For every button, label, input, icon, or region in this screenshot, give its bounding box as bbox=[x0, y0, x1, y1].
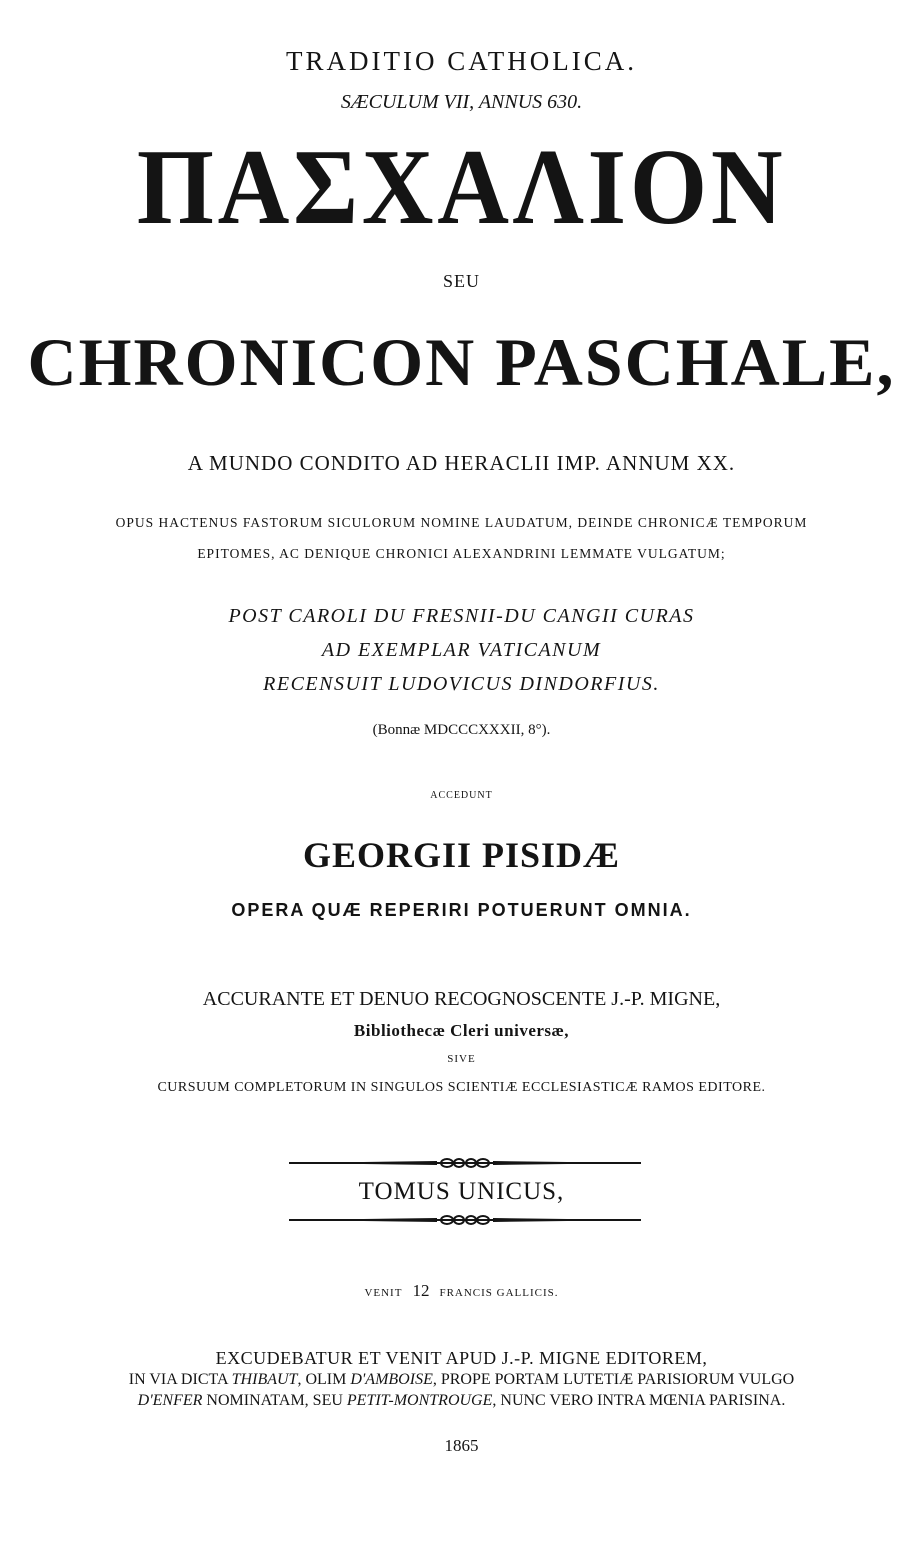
imprint-line-1: EXCUDEBATUR ET VENIT APUD J.-P. MIGNE EDITOREM, bbox=[215, 1348, 708, 1368]
price-pre: VENIT bbox=[364, 1287, 403, 1299]
subtitle: A MUNDO CONDITO AD HERACLII IMP. ANNUM XX. bbox=[187, 451, 736, 475]
latin-title: CHRONICON PASCHALE, bbox=[27, 324, 896, 400]
cursuum-line: CURSUUM COMPLETORUM IN SINGULOS SCIENTIÆ ECCLESIASTICÆ RAMOS EDITORE. bbox=[157, 1080, 766, 1095]
ornamental-rule-top bbox=[287, 1155, 643, 1171]
author-name: GEORGII PISIDÆ bbox=[302, 835, 621, 875]
imprint-thibaut: THIBAUT bbox=[231, 1371, 298, 1388]
series-title: TRADITIO CATHOLICA. bbox=[286, 46, 637, 76]
post-line-1: POST CAROLI DU FRESNII-DU CANGII CURAS bbox=[228, 605, 695, 627]
price-line bbox=[0, 1281, 923, 1301]
imprint-l2a: IN VIA DICTA bbox=[128, 1371, 232, 1388]
seu-word: SEU bbox=[442, 271, 480, 291]
year: 1865 bbox=[444, 1436, 479, 1455]
post-line-2: AD EXEMPLAR VATICANUM bbox=[321, 639, 602, 661]
bonnae-line: (Bonnæ MDCCCXXXII, 8°). bbox=[372, 722, 551, 738]
ornamental-rule-bottom bbox=[287, 1212, 643, 1228]
price-number: 12 bbox=[412, 1281, 430, 1300]
opus-line-1: OPUS HACTENUS FASTORUM SICULORUM NOMINE LAUDATUM, DEINDE CHRONICÆ TEMPORUM bbox=[115, 515, 808, 530]
imprint-amboise: D'AMBOISE bbox=[350, 1371, 433, 1388]
imprint-line-2 bbox=[0, 1371, 923, 1389]
price-post: FRANCIS GALLICIS. bbox=[439, 1287, 559, 1299]
imprint-l2e: , PROPE PORTAM LUTETIÆ PARISIORUM VULGO bbox=[432, 1371, 795, 1388]
greek-title: ΠΑΣΧΑΛΙΟΝ bbox=[136, 128, 787, 247]
imprint-enfer: D'ENFER bbox=[137, 1392, 203, 1409]
opus-line-2: EPITOMES, AC DENIQUE CHRONICI ALEXANDRINI LEMMATE VULGATUM; bbox=[197, 546, 726, 561]
bibliotheca-line: Bibliothecæ Cleri universæ, bbox=[353, 1021, 570, 1040]
opera-line: OPERA QUÆ REPERIRI POTUERUNT OMNIA. bbox=[231, 900, 692, 920]
tomus-line: TOMUS UNICUS, bbox=[358, 1178, 565, 1205]
imprint-l2c: , OLIM bbox=[297, 1371, 351, 1388]
imprint-l3b: NOMINATAM, SEU bbox=[202, 1392, 347, 1409]
era-line: SÆCULUM VII, ANNUS 630. bbox=[340, 91, 583, 113]
accurante-line: ACCURANTE ET DENUO RECOGNOSCENTE J.-P. MIGNE, bbox=[202, 988, 721, 1010]
post-line-3: RECENSUIT LUDOVICUS DINDORFIUS. bbox=[263, 673, 660, 695]
imprint-line-3 bbox=[0, 1392, 923, 1410]
accedunt-word: ACCEDUNT bbox=[430, 790, 493, 801]
sive-word: SIVE bbox=[447, 1053, 476, 1065]
imprint-montrouge: PETIT-MONTROUGE bbox=[346, 1392, 493, 1409]
imprint-l3d: , NUNC VERO INTRA MŒNIA PARISINA. bbox=[492, 1392, 786, 1409]
